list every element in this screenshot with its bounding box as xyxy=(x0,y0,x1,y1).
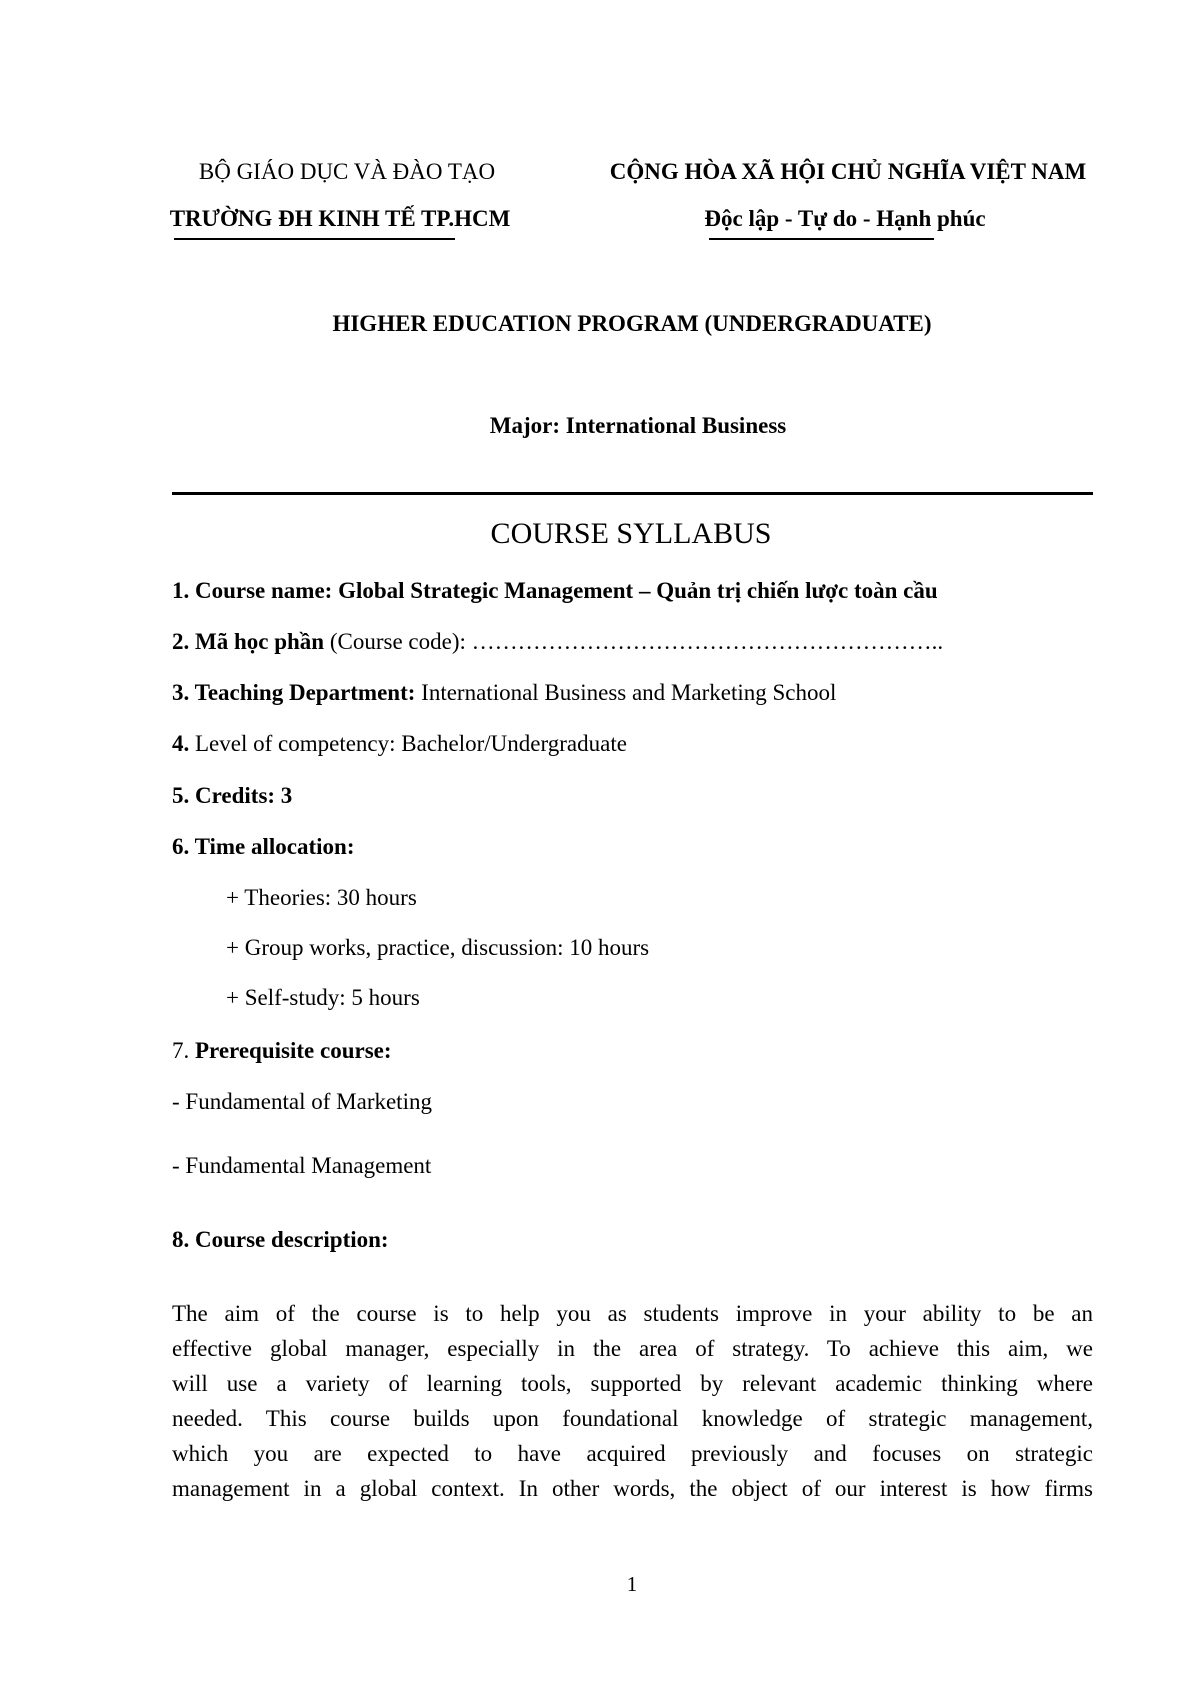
credits: 5. Credits: 3 xyxy=(172,783,293,808)
level-of-competency xyxy=(172,730,627,758)
course-description-paragraph xyxy=(172,1296,1093,1506)
prerequisite-item: - Fundamental Management xyxy=(172,1153,432,1178)
course-code-label: 2. Mã học phần xyxy=(172,629,325,654)
document-title: COURSE SYLLABUS xyxy=(490,517,772,550)
right-header-underline xyxy=(709,238,934,240)
level-value: Level of competency: Bachelor/Undergraduate xyxy=(189,731,627,756)
course-description-label: 8. Course description: xyxy=(172,1227,389,1252)
course-code-value: (Course code): …………………………………………………….. xyxy=(324,629,944,654)
time-theories: + Theories: 30 hours xyxy=(226,885,417,910)
department-value: International Business and Marketing School xyxy=(415,680,837,705)
time-self-study: + Self-study: 5 hours xyxy=(226,985,420,1010)
time-group-works: + Group works, practice, discussion: 10 hours xyxy=(226,935,650,960)
program-title: HIGHER EDUCATION PROGRAM (UNDERGRADUATE) xyxy=(332,311,932,336)
description-line: will use a variety of learning tools, supported by relevant academic thinking where xyxy=(172,1371,1093,1396)
ministry-name: BỘ GIÁO DỤC VÀ ĐÀO TẠO xyxy=(198,159,496,184)
description-line: which you are expected to have acquired previously and focuses on strategic xyxy=(172,1441,1093,1466)
course-code xyxy=(172,628,943,656)
department-label: 3. Teaching Department: xyxy=(172,680,416,705)
description-line: effective global manager, especially in the area of strategy. To achieve this aim, we xyxy=(172,1336,1093,1361)
university-name: TRƯỜNG ĐH KINH TẾ TP.HCM xyxy=(169,206,511,231)
national-motto: Độc lập - Tự do - Hạnh phúc xyxy=(704,206,986,231)
description-line: needed. This course builds upon foundational knowledge of strategic management, xyxy=(172,1406,1093,1431)
left-header-underline xyxy=(174,238,455,240)
time-allocation-label: 6. Time allocation: xyxy=(172,834,355,859)
page-number: 1 xyxy=(626,1572,638,1596)
prerequisite-heading xyxy=(172,1037,392,1065)
teaching-department xyxy=(172,679,836,707)
prerequisite-label: Prerequisite course: xyxy=(189,1038,392,1063)
course-name: 1. Course name: Global Strategic Management – Quản trị chiến lược toàn cầu xyxy=(172,578,938,603)
description-line: The aim of the course is to help you as students improve in your ability to be an xyxy=(172,1301,1093,1326)
title-divider xyxy=(172,492,1093,495)
major-line: Major: International Business xyxy=(489,413,787,438)
description-line: management in a global context. In other words, the object of our interest is how firms xyxy=(172,1476,1093,1501)
prerequisite-number: 7. xyxy=(172,1038,190,1063)
level-number: 4. xyxy=(172,731,190,756)
prerequisite-item: - Fundamental of Marketing xyxy=(172,1089,432,1114)
republic-name: CỘNG HÒA XÃ HỘI CHỦ NGHĨA VIỆT NAM xyxy=(609,159,1087,184)
